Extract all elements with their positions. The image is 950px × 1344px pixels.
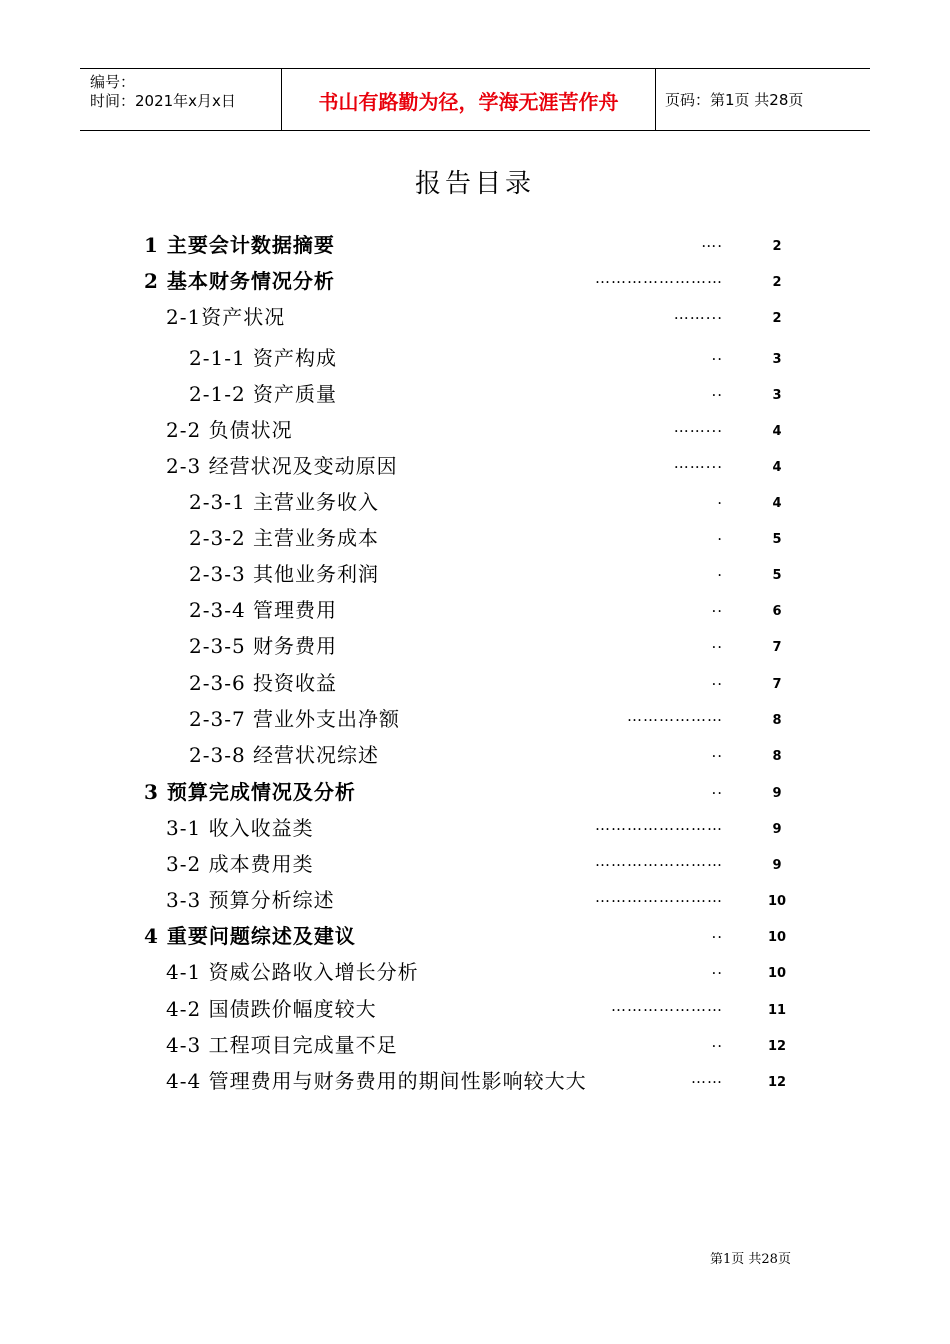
toc-entry-label: 2-3-2 主营业务成本 xyxy=(189,526,380,550)
toc-entry-page: 2 xyxy=(772,239,782,254)
toc-entry-label: 2-1-1 资产构成 xyxy=(189,346,338,370)
toc-entry-page: 9 xyxy=(772,822,782,837)
toc-entry-label: 2-2 负债状况 xyxy=(166,418,293,442)
toc-entry[interactable] xyxy=(0,920,950,956)
toc-entry[interactable] xyxy=(0,594,950,630)
header-motto-cell xyxy=(281,69,656,130)
toc-entry-label: 3-2 成本费用类 xyxy=(166,852,314,876)
toc-entry-leader: ……... xyxy=(673,418,723,436)
toc-entry-label: 2-3 经营状况及变动原因 xyxy=(166,454,398,478)
toc-entry-page: 9 xyxy=(772,858,782,873)
toc-entry-leader: .. xyxy=(711,634,723,652)
toc-entry-label: 3-1 收入收益类 xyxy=(166,816,314,840)
toc-entry[interactable] xyxy=(0,630,950,666)
toc-entry[interactable] xyxy=(0,301,950,337)
toc-entry-leader: …. xyxy=(701,233,723,251)
toc-entry-leader: .. xyxy=(711,743,723,761)
toc-entry-page: 5 xyxy=(772,532,782,547)
toc-entry-page: 2 xyxy=(772,311,782,326)
toc-entry[interactable] xyxy=(0,558,950,594)
toc-entry-page: 4 xyxy=(772,424,782,439)
toc-entry-page: 3 xyxy=(772,388,782,403)
toc-entry-leader: …………………… xyxy=(595,852,723,870)
toc-entry-leader: . xyxy=(717,490,723,508)
toc-entry-leader: …………………… xyxy=(595,888,723,906)
header-page-info: 页码：第1页 共28页 xyxy=(665,91,804,109)
toc-entry[interactable] xyxy=(0,1029,950,1065)
toc-entry-page: 7 xyxy=(772,640,782,655)
toc-entry-label: 2-1-2 资产质量 xyxy=(189,382,338,406)
toc-entry-leader: .. xyxy=(711,960,723,978)
toc-entry-leader: …………………… xyxy=(595,816,723,834)
toc-entry[interactable] xyxy=(0,884,950,920)
toc-entry-leader: . xyxy=(717,526,723,544)
toc-entry-page: 7 xyxy=(772,677,782,692)
header-page-cell xyxy=(655,69,870,130)
toc-entry-page: 11 xyxy=(767,1003,787,1018)
toc-entry[interactable] xyxy=(0,486,950,522)
toc-entry-page: 10 xyxy=(767,966,787,981)
report-title: 报告目录 xyxy=(414,169,535,199)
toc-entry[interactable] xyxy=(0,1065,950,1101)
toc-entry-leader: .. xyxy=(711,382,723,400)
toc-entry[interactable] xyxy=(0,229,950,265)
toc-entry-page: 10 xyxy=(767,930,787,945)
toc-entry-label: 4-3 工程项目完成量不足 xyxy=(166,1033,398,1057)
toc-entry-label: 4-2 国债跌价幅度较大 xyxy=(166,997,377,1021)
toc-entry-leader: ………………… xyxy=(611,997,723,1015)
toc-entry-label: 2-3-5 财务费用 xyxy=(189,634,338,658)
toc-entry-leader: . xyxy=(717,562,723,580)
toc-entry-page: 3 xyxy=(772,352,782,367)
toc-entry-label: 4-1 资威公路收入增长分析 xyxy=(166,960,419,984)
toc-entry-page: 8 xyxy=(772,749,782,764)
toc-entry-leader: .. xyxy=(711,346,723,364)
toc-entry-leader: .. xyxy=(711,780,723,798)
toc-entry-leader: …… xyxy=(691,1069,723,1087)
header-meta xyxy=(80,69,280,130)
toc-entry-label: 1 主要会计数据摘要 xyxy=(144,233,335,257)
toc-entry-page: 12 xyxy=(767,1075,787,1090)
document-number-label: 编号： xyxy=(90,73,136,91)
toc-entry-label: 2-1资产状况 xyxy=(166,305,286,329)
toc-entry[interactable] xyxy=(0,956,950,992)
toc-entry-page: 6 xyxy=(772,604,782,619)
toc-entry[interactable] xyxy=(0,703,950,739)
toc-entry-leader: .. xyxy=(711,671,723,689)
toc-entry[interactable] xyxy=(0,265,950,301)
toc-entry-leader: …………………… xyxy=(595,269,723,287)
toc-entry-page: 12 xyxy=(767,1039,787,1054)
toc-entry-label: 3 预算完成情况及分析 xyxy=(144,780,356,804)
toc-entry-label: 2-3-1 主营业务收入 xyxy=(189,490,380,514)
toc-entry[interactable] xyxy=(0,667,950,703)
toc-entry[interactable] xyxy=(0,450,950,486)
toc-entry-page: 9 xyxy=(772,786,782,801)
toc-entry[interactable] xyxy=(0,414,950,450)
toc-entry-page: 8 xyxy=(772,713,782,728)
toc-entry[interactable] xyxy=(0,378,950,414)
toc-entry-label: 2-3-6 投资收益 xyxy=(189,671,338,695)
toc-entry-page: 4 xyxy=(772,460,782,475)
page-footer: 第1页 共28页 xyxy=(710,1252,791,1267)
toc-entry-label: 2-3-8 经营状况综述 xyxy=(189,743,380,767)
toc-entry-leader: .. xyxy=(711,598,723,616)
toc-entry-label: 2-3-4 管理费用 xyxy=(189,598,338,622)
toc-entry-page: 5 xyxy=(772,568,782,583)
toc-entry-leader: .. xyxy=(711,1033,723,1051)
toc-entry-page: 4 xyxy=(772,496,782,511)
document-time-label: 时间：2021年x月x日 xyxy=(90,92,236,110)
toc-entry[interactable] xyxy=(0,776,950,812)
toc-entry-label: 2-3-3 其他业务利润 xyxy=(189,562,380,586)
toc-entry-leader: .. xyxy=(711,924,723,942)
toc-entry-page: 2 xyxy=(772,275,782,290)
toc-entry[interactable] xyxy=(0,993,950,1029)
toc-entry-page: 10 xyxy=(767,894,787,909)
toc-entry-label: 2-3-7 营业外支出净额 xyxy=(189,707,401,731)
toc-entry-leader: ……... xyxy=(673,305,723,323)
toc-entry-leader: ……... xyxy=(673,454,723,472)
toc-entry-leader: ……………… xyxy=(627,707,723,725)
toc-entry[interactable] xyxy=(0,848,950,884)
toc-entry[interactable] xyxy=(0,342,950,378)
toc-entry[interactable] xyxy=(0,739,950,775)
toc-entry[interactable] xyxy=(0,522,950,558)
toc-entry-label: 4 重要问题综述及建议 xyxy=(144,924,356,948)
page-header xyxy=(80,68,870,131)
toc-entry-label: 2 基本财务情况分析 xyxy=(144,269,335,293)
toc-entry-label: 3-3 预算分析综述 xyxy=(166,888,335,912)
header-motto: 书山有路勤为径，学海无涯苦作舟 xyxy=(318,90,619,114)
toc-entry-label: 4-4 管理费用与财务费用的期间性影响较大大 xyxy=(166,1069,587,1093)
toc-entry[interactable] xyxy=(0,812,950,848)
